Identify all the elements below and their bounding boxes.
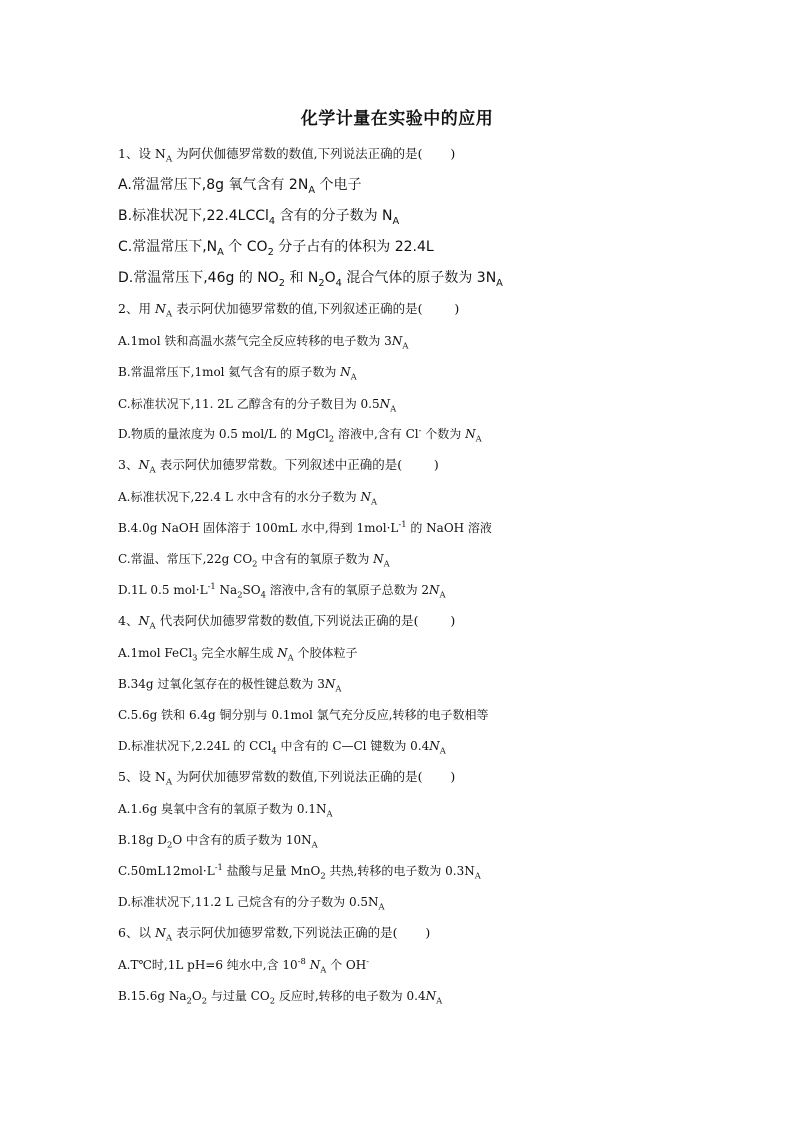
question-4-option-a: A.1mol FeCl$_3$ 完全水解生成 $N_A$ 个胶体粒子 [118, 646, 358, 663]
question-4-option-c: C.5.6g 铁和 6.4g 铜分别与 0.1mol 氯气充分反应,转移的电子数相等 [118, 708, 489, 722]
document-title: 化学计量在实验中的应用 [300, 109, 494, 129]
question-3-option-a: A.标准状况下,22.4 L 水中含有的水分子数为 $N_A$ [118, 490, 377, 507]
question-1-option-b: B.标准状况下,22.4LCCl$_4$ 含有的分子数为 $N_A$ [118, 208, 400, 227]
question-3-option-b: B.4.0g NaOH 固体溶于 100mL 水中,得到 $1mol\cdot L^{-1}$ 的 NaOH 溶液 [118, 519, 492, 535]
question-5: 5、设 $N_A$ 为阿伏加德罗常数的数值,下列说法正确的是( ) [118, 769, 456, 788]
question-3-option-c: C.常温、常压下,22g $CO_2$ 中含有的氧原子数为 $N_A$ [118, 552, 390, 569]
question-4: 4、$N_A$ 代表阿伏加德罗常数的数值,下列说法正确的是( ) [118, 613, 456, 632]
question-2-option-a: A.1mol 铁和高温水蒸气完全反应转移的电子数为 $3N_A$ [118, 334, 409, 351]
question-1-option-a: A.常温常压下,8g 氧气含有 $2N_A$ 个电子 [118, 177, 362, 196]
question-6-option-b: B.15.6g $Na_2O_2$ 与过量 $CO_2$ 反应时,转移的电子数为 $0.4N_A$ [118, 989, 443, 1006]
question-5-option-b: B.18g $D_2O$ 中含有的质子数为 $10N_A$ [118, 833, 318, 850]
question-6: 6、以 $N_A$ 表示阿伏加德罗常数,下列说法正确的是( ) [118, 925, 431, 944]
question-2-option-c: C.标准状况下,11. 2L 乙醇含有的分子数目为 $0.5N_A$ [118, 397, 397, 414]
question-6-option-a: A.T℃时,1L pH=6 纯水中,含 $10^{-8}$ $N_A$ 个 OH- [118, 956, 370, 975]
question-5-option-d: D.标准状况下,11.2 L 己烷含有的分子数为 $0.5N_A$ [118, 895, 385, 912]
question-1: 1、设 $N_A$ 为阿伏伽德罗常数的数值,下列说法正确的是( ) [118, 146, 456, 165]
question-5-option-c: $C.50mL12mol\cdot L^{-1}$ 盐酸与足量 MnO$_2$ 共热,转移的电子数为 $0.3N_A$ [118, 862, 481, 881]
question-1-option-d: D.常温常压下,46g 的 $NO_2$ 和 $N_2O_4$ 混合气体的原子数为 $3N_A$ [118, 270, 503, 289]
question-4-option-b: B.34g 过氧化氢存在的极性键总数为 $3N_A$ [118, 677, 342, 694]
question-2-option-b: B.常温常压下,1mol 氦气含有的原子数为 $N_A$ [118, 365, 357, 382]
question-4-option-d: D.标准状况下,2.24L 的 CCl$_4$ 中含有的 C—Cl 键数为 $0.4N_A$ [118, 739, 446, 756]
question-1-option-c: C.常温常压下$,N_A$ 个 $CO_2$ 分子占有的体积为 22.4L [118, 239, 434, 258]
question-2: 2、用 $N_A$ 表示阿伏加德罗常数的值,下列叙述正确的是( ) [118, 301, 460, 320]
question-3-option-d: D.1L 0.5 $mol\cdot L^{-1}$ $Na_2SO_4$ 溶液中,含有的氧原子总数为 $2N_A$ [118, 581, 446, 600]
question-2-option-d: D.物质的量浓度为 0.5 mol/L 的 MgCl$_2$ 溶液中,含有 Cl- 个数为 $N_A$ [118, 425, 482, 444]
question-3: 3、$N_A$ 表示阿伏加德罗常数。下列叙述中正确的是( ) [118, 457, 439, 476]
question-5-option-a: A.1.6g 臭氧中含有的氧原子数为 $0.1N_A$ [118, 802, 333, 819]
